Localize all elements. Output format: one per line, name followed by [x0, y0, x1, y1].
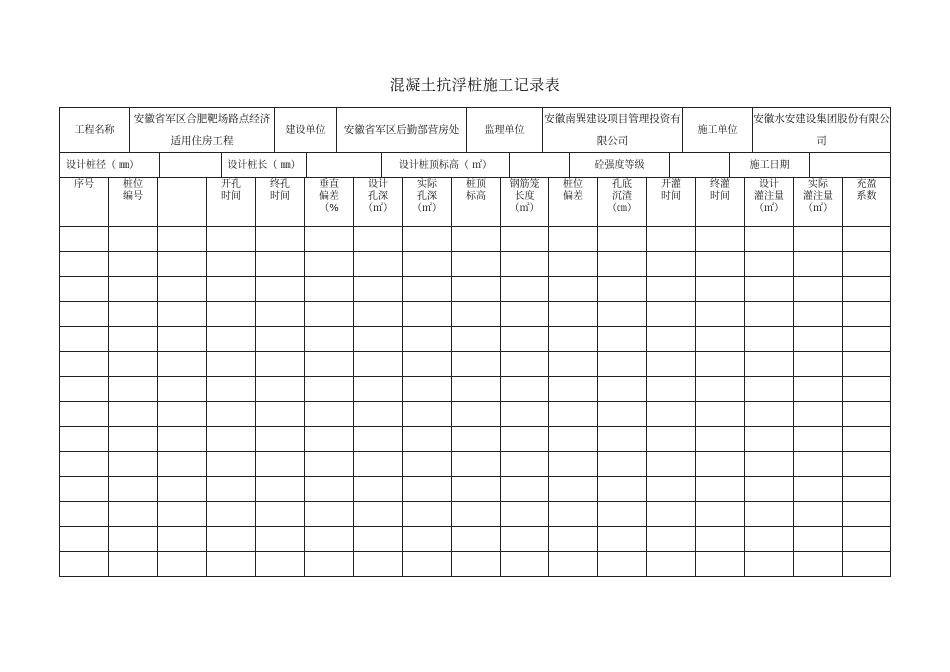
log-cell[interactable]: [60, 402, 109, 427]
log-cell[interactable]: [549, 452, 598, 477]
log-cell[interactable]: [452, 402, 501, 427]
log-cell[interactable]: [158, 302, 207, 327]
log-cell[interactable]: [696, 402, 745, 427]
log-cell[interactable]: [109, 527, 158, 552]
log-cell[interactable]: [109, 427, 158, 452]
log-cell[interactable]: [207, 227, 256, 252]
log-cell[interactable]: [843, 402, 891, 427]
log-cell[interactable]: [549, 352, 598, 377]
log-column-header: 桩位 偏差: [549, 178, 598, 227]
log-cell[interactable]: [256, 477, 305, 502]
log-cell[interactable]: [60, 552, 109, 577]
log-cell[interactable]: [207, 252, 256, 277]
log-column-header: 开灌 时间: [647, 178, 696, 227]
log-cell[interactable]: [501, 477, 549, 502]
log-cell[interactable]: [745, 427, 794, 452]
design-top-elevation-label: 设计桩顶标高（ ㎡）: [382, 153, 510, 178]
log-cell[interactable]: [60, 377, 109, 402]
log-cell[interactable]: [256, 377, 305, 402]
log-cell[interactable]: [696, 527, 745, 552]
project-name-label: 工程名称: [60, 108, 130, 153]
log-cell[interactable]: [354, 377, 403, 402]
log-cell[interactable]: [354, 502, 403, 527]
log-cell[interactable]: [843, 527, 891, 552]
log-cell[interactable]: [305, 377, 354, 402]
log-cell[interactable]: [256, 252, 305, 277]
log-column-header: 桩顶 标高: [452, 178, 501, 227]
log-cell[interactable]: [794, 477, 843, 502]
log-cell[interactable]: [598, 552, 647, 577]
log-cell[interactable]: [452, 452, 501, 477]
log-cell[interactable]: [549, 327, 598, 352]
log-row: [60, 352, 891, 377]
design-diameter-field[interactable]: [160, 153, 222, 178]
log-cell[interactable]: [696, 427, 745, 452]
design-diameter-label: 设计桩径（ ㎜）: [60, 153, 160, 178]
log-cell[interactable]: [598, 502, 647, 527]
log-cell[interactable]: [109, 352, 158, 377]
log-cell[interactable]: [109, 252, 158, 277]
log-cell[interactable]: [207, 552, 256, 577]
log-cell[interactable]: [305, 452, 354, 477]
log-cell[interactable]: [598, 252, 647, 277]
log-cell[interactable]: [256, 452, 305, 477]
log-cell[interactable]: [452, 227, 501, 252]
log-cell[interactable]: [158, 452, 207, 477]
log-cell[interactable]: [794, 427, 843, 452]
log-cell[interactable]: [843, 427, 891, 452]
log-cell[interactable]: [109, 327, 158, 352]
log-cell[interactable]: [354, 252, 403, 277]
log-cell[interactable]: [305, 327, 354, 352]
log-cell[interactable]: [598, 227, 647, 252]
log-row: [60, 227, 891, 252]
log-column-header: 钢筋笼 长度 （㎡）: [501, 178, 549, 227]
log-cell[interactable]: [60, 527, 109, 552]
log-cell[interactable]: [60, 227, 109, 252]
log-cell[interactable]: [745, 402, 794, 427]
log-cell[interactable]: [745, 352, 794, 377]
log-cell[interactable]: [305, 402, 354, 427]
log-cell[interactable]: [256, 277, 305, 302]
contractor-label: 施工单位: [683, 108, 753, 153]
log-cell[interactable]: [647, 502, 696, 527]
log-cell[interactable]: [794, 402, 843, 427]
log-cell[interactable]: [501, 427, 549, 452]
log-cell[interactable]: [403, 452, 452, 477]
log-cell[interactable]: [60, 452, 109, 477]
log-cell[interactable]: [256, 327, 305, 352]
log-cell[interactable]: [109, 502, 158, 527]
log-cell[interactable]: [696, 252, 745, 277]
log-column-header: 实际 孔深 （㎡）: [403, 178, 452, 227]
log-cell[interactable]: [501, 502, 549, 527]
log-cell[interactable]: [158, 352, 207, 377]
log-cell[interactable]: [403, 502, 452, 527]
log-row: [60, 402, 891, 427]
log-cell[interactable]: [305, 352, 354, 377]
log-cell[interactable]: [305, 302, 354, 327]
log-cell[interactable]: [403, 252, 452, 277]
log-column-header: 设计 灌注量 （㎡）: [745, 178, 794, 227]
log-cell[interactable]: [109, 402, 158, 427]
log-cell[interactable]: [794, 452, 843, 477]
log-cell[interactable]: [549, 477, 598, 502]
log-cell[interactable]: [158, 327, 207, 352]
log-cell[interactable]: [745, 327, 794, 352]
log-cell[interactable]: [501, 452, 549, 477]
log-cell[interactable]: [109, 227, 158, 252]
log-cell[interactable]: [109, 277, 158, 302]
log-column-header: 实际 灌注量 （㎡）: [794, 178, 843, 227]
log-cell[interactable]: [696, 352, 745, 377]
design-length-field[interactable]: [307, 153, 382, 178]
log-cell[interactable]: [647, 377, 696, 402]
log-cell[interactable]: [598, 477, 647, 502]
construction-date-label: 施工日期: [730, 153, 810, 178]
log-column-header: 开孔 时间: [207, 178, 256, 227]
log-column-header: 终灌 时间: [696, 178, 745, 227]
log-cell[interactable]: [598, 277, 647, 302]
log-cell[interactable]: [696, 302, 745, 327]
log-cell[interactable]: [109, 302, 158, 327]
log-cell[interactable]: [354, 277, 403, 302]
log-cell[interactable]: [843, 302, 891, 327]
log-cell[interactable]: [354, 427, 403, 452]
log-cell[interactable]: [696, 327, 745, 352]
log-cell[interactable]: [549, 277, 598, 302]
log-cell[interactable]: [598, 427, 647, 452]
log-cell[interactable]: [403, 377, 452, 402]
log-cell[interactable]: [256, 402, 305, 427]
log-cell[interactable]: [745, 477, 794, 502]
log-row: [60, 552, 891, 577]
log-cell[interactable]: [403, 552, 452, 577]
log-cell[interactable]: [305, 227, 354, 252]
log-cell[interactable]: [354, 527, 403, 552]
log-cell[interactable]: [647, 302, 696, 327]
log-cell[interactable]: [403, 302, 452, 327]
log-cell[interactable]: [207, 402, 256, 427]
log-cell[interactable]: [305, 502, 354, 527]
log-cell[interactable]: [647, 402, 696, 427]
log-cell[interactable]: [647, 327, 696, 352]
log-cell[interactable]: [109, 477, 158, 502]
log-cell[interactable]: [207, 277, 256, 302]
log-cell[interactable]: [354, 402, 403, 427]
design-top-elevation-field[interactable]: [510, 153, 570, 178]
log-cell[interactable]: [549, 552, 598, 577]
log-cell[interactable]: [305, 277, 354, 302]
log-cell[interactable]: [647, 552, 696, 577]
log-column-header: 垂直 偏差 （%: [305, 178, 354, 227]
log-column-header: 设计 孔深 （㎡）: [354, 178, 403, 227]
log-cell[interactable]: [843, 452, 891, 477]
log-cell[interactable]: [549, 377, 598, 402]
page-title: 混凝土抗浮桩施工记录表: [389, 76, 561, 94]
log-cell[interactable]: [60, 477, 109, 502]
log-cell[interactable]: [794, 502, 843, 527]
log-cell[interactable]: [158, 377, 207, 402]
log-cell[interactable]: [60, 302, 109, 327]
log-cell[interactable]: [794, 252, 843, 277]
log-cell[interactable]: [403, 227, 452, 252]
log-row: [60, 502, 891, 527]
log-cell[interactable]: [647, 527, 696, 552]
log-cell[interactable]: [158, 427, 207, 452]
log-cell[interactable]: [501, 227, 549, 252]
log-cell[interactable]: [158, 477, 207, 502]
log-cell[interactable]: [305, 427, 354, 452]
log-cell[interactable]: [745, 552, 794, 577]
log-cell[interactable]: [207, 327, 256, 352]
log-cell[interactable]: [843, 552, 891, 577]
log-cell[interactable]: [598, 352, 647, 377]
log-column-header: 桩位 编号: [109, 178, 158, 227]
log-cell[interactable]: [158, 227, 207, 252]
log-cell[interactable]: [696, 277, 745, 302]
log-cell[interactable]: [207, 527, 256, 552]
log-cell[interactable]: [696, 227, 745, 252]
log-cell[interactable]: [501, 552, 549, 577]
log-cell[interactable]: [354, 452, 403, 477]
log-cell[interactable]: [403, 427, 452, 452]
log-cell[interactable]: [794, 552, 843, 577]
concrete-grade-label: 砼强度等级: [570, 153, 670, 178]
log-row: [60, 252, 891, 277]
log-cell[interactable]: [794, 227, 843, 252]
log-cell[interactable]: [452, 527, 501, 552]
log-cell[interactable]: [549, 402, 598, 427]
log-cell[interactable]: [647, 227, 696, 252]
log-row: [60, 377, 891, 402]
log-cell[interactable]: [256, 527, 305, 552]
log-cell[interactable]: [256, 227, 305, 252]
log-cell[interactable]: [452, 427, 501, 452]
log-cell[interactable]: [745, 452, 794, 477]
log-cell[interactable]: [452, 302, 501, 327]
log-cell[interactable]: [696, 377, 745, 402]
log-cell[interactable]: [354, 352, 403, 377]
log-cell[interactable]: [843, 227, 891, 252]
log-cell[interactable]: [207, 377, 256, 402]
log-cell[interactable]: [207, 477, 256, 502]
log-cell[interactable]: [696, 552, 745, 577]
log-cell[interactable]: [60, 277, 109, 302]
log-cell[interactable]: [354, 327, 403, 352]
project-info-table: [59, 107, 891, 153]
log-cell[interactable]: [158, 502, 207, 527]
log-cell[interactable]: [158, 402, 207, 427]
log-cell[interactable]: [794, 327, 843, 352]
log-cell[interactable]: [452, 502, 501, 527]
log-cell[interactable]: [598, 302, 647, 327]
log-cell[interactable]: [794, 302, 843, 327]
log-cell[interactable]: [647, 277, 696, 302]
log-cell[interactable]: [305, 477, 354, 502]
project-name-value[interactable]: 安徽省军区合肥靶场路点经济适用住房工程: [130, 108, 275, 153]
log-cell[interactable]: [354, 302, 403, 327]
log-cell[interactable]: [501, 327, 549, 352]
log-cell[interactable]: [452, 352, 501, 377]
log-cell[interactable]: [452, 477, 501, 502]
log-cell[interactable]: [549, 527, 598, 552]
log-row: [60, 427, 891, 452]
log-cell[interactable]: [207, 452, 256, 477]
log-cell[interactable]: [843, 377, 891, 402]
log-row: [60, 452, 891, 477]
log-cell[interactable]: [843, 352, 891, 377]
log-cell[interactable]: [109, 552, 158, 577]
log-cell[interactable]: [256, 427, 305, 452]
log-cell[interactable]: [598, 402, 647, 427]
log-cell[interactable]: [305, 552, 354, 577]
log-cell[interactable]: [745, 377, 794, 402]
log-cell[interactable]: [794, 352, 843, 377]
log-cell[interactable]: [501, 352, 549, 377]
log-cell[interactable]: [60, 427, 109, 452]
log-cell[interactable]: [549, 427, 598, 452]
log-cell[interactable]: [501, 402, 549, 427]
log-row: [60, 327, 891, 352]
log-cell[interactable]: [60, 502, 109, 527]
log-row: [60, 477, 891, 502]
log-cell[interactable]: [305, 527, 354, 552]
log-cell[interactable]: [354, 552, 403, 577]
contractor-value[interactable]: 安徽水安建设集团股份有限公司: [753, 108, 891, 153]
log-cell[interactable]: [598, 377, 647, 402]
design-params-table: [59, 152, 891, 178]
log-cell[interactable]: [501, 252, 549, 277]
log-cell[interactable]: [354, 227, 403, 252]
log-cell[interactable]: [794, 277, 843, 302]
log-cell[interactable]: [843, 252, 891, 277]
design-length-label: 设计桩长（ ㎜）: [222, 153, 307, 178]
log-cell[interactable]: [158, 277, 207, 302]
log-cell[interactable]: [158, 252, 207, 277]
log-cell[interactable]: [745, 302, 794, 327]
log-cell[interactable]: [598, 527, 647, 552]
log-cell[interactable]: [452, 552, 501, 577]
log-cell[interactable]: [158, 527, 207, 552]
log-cell[interactable]: [696, 452, 745, 477]
log-header-row: [60, 178, 891, 227]
log-cell[interactable]: [256, 552, 305, 577]
log-cell[interactable]: [60, 252, 109, 277]
log-cell[interactable]: [207, 502, 256, 527]
log-cell[interactable]: [745, 277, 794, 302]
log-cell[interactable]: [647, 427, 696, 452]
log-cell[interactable]: [794, 377, 843, 402]
concrete-grade-field[interactable]: [670, 153, 730, 178]
supervisor-value[interactable]: 安徽南巽建设项目管理投资有限公司: [543, 108, 683, 153]
log-cell[interactable]: [647, 477, 696, 502]
log-cell[interactable]: [452, 377, 501, 402]
builder-label: 建设单位: [275, 108, 337, 153]
log-column-header: 终孔 时间: [256, 178, 305, 227]
log-body: [60, 227, 891, 577]
log-cell[interactable]: [501, 527, 549, 552]
builder-value[interactable]: 安徽省军区后勤部营房处: [337, 108, 467, 153]
log-cell[interactable]: [843, 327, 891, 352]
record-form: [59, 107, 890, 577]
log-row: [60, 277, 891, 302]
log-cell[interactable]: [207, 352, 256, 377]
log-cell[interactable]: [452, 327, 501, 352]
log-cell[interactable]: [501, 377, 549, 402]
construction-date-field[interactable]: [810, 153, 891, 178]
log-cell[interactable]: [403, 402, 452, 427]
log-cell[interactable]: [696, 502, 745, 527]
log-cell[interactable]: [843, 277, 891, 302]
log-cell[interactable]: [501, 277, 549, 302]
log-cell[interactable]: [60, 352, 109, 377]
log-cell[interactable]: [745, 502, 794, 527]
log-cell[interactable]: [403, 527, 452, 552]
log-cell[interactable]: [598, 452, 647, 477]
log-cell[interactable]: [403, 327, 452, 352]
log-cell[interactable]: [158, 552, 207, 577]
log-cell[interactable]: [256, 502, 305, 527]
log-cell[interactable]: [256, 352, 305, 377]
log-cell[interactable]: [843, 477, 891, 502]
log-cell[interactable]: [109, 377, 158, 402]
log-cell[interactable]: [647, 452, 696, 477]
log-cell[interactable]: [598, 327, 647, 352]
log-cell[interactable]: [207, 302, 256, 327]
log-cell[interactable]: [305, 252, 354, 277]
log-cell[interactable]: [549, 502, 598, 527]
log-cell[interactable]: [696, 477, 745, 502]
log-cell[interactable]: [745, 527, 794, 552]
log-cell[interactable]: [549, 227, 598, 252]
log-column-header: 序号: [60, 178, 109, 227]
log-cell[interactable]: [109, 452, 158, 477]
log-cell[interactable]: [354, 477, 403, 502]
log-cell[interactable]: [745, 252, 794, 277]
log-cell[interactable]: [60, 327, 109, 352]
log-row: [60, 527, 891, 552]
log-cell[interactable]: [403, 352, 452, 377]
log-cell[interactable]: [403, 477, 452, 502]
log-cell[interactable]: [745, 227, 794, 252]
log-cell[interactable]: [452, 277, 501, 302]
log-column-header: 孔底 沉渣 （㎝）: [598, 178, 647, 227]
log-column-header: [158, 178, 207, 227]
log-cell[interactable]: [843, 502, 891, 527]
log-cell[interactable]: [256, 302, 305, 327]
log-cell[interactable]: [794, 527, 843, 552]
log-row: [60, 302, 891, 327]
pile-log-table: [59, 177, 891, 577]
log-cell[interactable]: [647, 352, 696, 377]
log-cell[interactable]: [549, 302, 598, 327]
log-cell[interactable]: [549, 252, 598, 277]
log-cell[interactable]: [647, 252, 696, 277]
log-cell[interactable]: [207, 427, 256, 452]
log-column-header: 充盈 系数: [843, 178, 891, 227]
log-cell[interactable]: [452, 252, 501, 277]
log-cell[interactable]: [403, 277, 452, 302]
log-cell[interactable]: [501, 302, 549, 327]
supervisor-label: 监理单位: [467, 108, 543, 153]
